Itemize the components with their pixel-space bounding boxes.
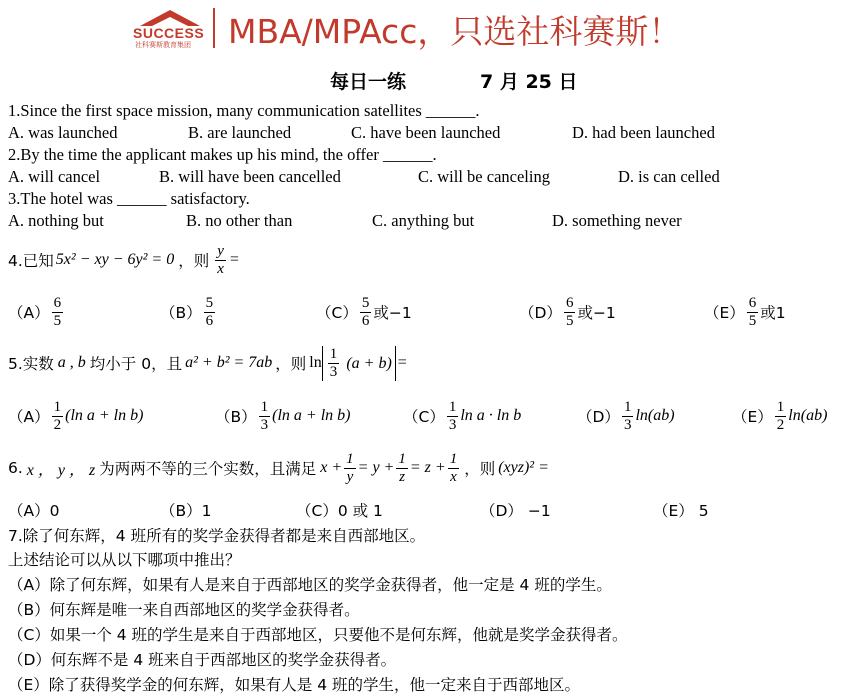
q6-option-b: （B）1	[160, 502, 212, 520]
option-tail: ln a · ln b	[460, 407, 522, 424]
option-frac-num: 1	[623, 398, 632, 415]
q6-mid: 为两两不等的三个实数，且满足	[99, 460, 317, 478]
option-label: （C）	[316, 304, 358, 322]
q6-then: ，则	[464, 460, 496, 478]
q1-option-d: D. had been launched	[572, 123, 715, 142]
logo-subtitle: 社科赛斯教育集团	[135, 41, 191, 49]
option-frac-den: 3	[448, 416, 457, 433]
q4-stem	[8, 238, 239, 282]
q5-frac-num: 1	[329, 345, 338, 362]
option-fraction	[564, 295, 576, 330]
option-label: （C）	[403, 408, 445, 426]
q6-frac-2	[396, 451, 408, 486]
page-title: 每日一练	[330, 71, 407, 93]
option-tail: (ln a + ln b)	[272, 407, 351, 424]
q4-frac-den: x	[217, 260, 224, 277]
q6-eq-part-3: = z +	[409, 459, 446, 476]
option-fraction	[775, 399, 787, 434]
option-fraction	[747, 295, 759, 330]
option-frac-num: 1	[776, 398, 785, 415]
q7-option-d: （D）何东辉不是 4 班来自于西部地区的奖学金获得者。	[8, 651, 397, 669]
option-tail: 或−1	[373, 304, 412, 322]
q7-option-b: （B）何东辉是唯一来自西部地区的奖学金获得者。	[8, 601, 360, 619]
header-divider	[213, 8, 215, 48]
q6-prefix: 6.	[8, 459, 23, 477]
option-fraction	[259, 399, 271, 434]
option-label: （A）	[8, 408, 50, 426]
q6-option-e: （E） 5	[653, 502, 709, 520]
q6-frac-3	[448, 451, 460, 486]
q3-stem: 3.The hotel was ______ satisfactory.	[8, 189, 250, 208]
q1-option-c: C. have been launched	[351, 123, 501, 142]
q6-expr: (xyz)² =	[498, 459, 549, 476]
q4-eq: =	[229, 251, 239, 268]
option-frac-den: 3	[260, 416, 269, 433]
q6-option-d: （D） −1	[480, 502, 551, 520]
option-fraction	[622, 399, 634, 434]
q6-eq-part-2: = y +	[357, 459, 395, 476]
q6-frac-3-den: x	[450, 468, 457, 485]
q5-option-d	[577, 394, 675, 438]
option-frac-num: 6	[748, 294, 757, 311]
q3-option-b: B. no other than	[186, 211, 293, 230]
option-frac-num: 6	[53, 294, 62, 311]
option-frac-den: 5	[565, 312, 574, 329]
q4-prefix: 4.已知	[8, 252, 54, 270]
option-fraction	[52, 295, 64, 330]
q4-option-d	[519, 290, 616, 334]
q5-stem	[8, 340, 407, 386]
q1-option-b: B. are launched	[188, 123, 292, 142]
option-frac-den: 6	[205, 312, 214, 329]
q4-then: ，则	[178, 252, 210, 270]
option-label: （E）	[704, 304, 745, 322]
q6-option-c: （C）0 或 1	[296, 502, 383, 520]
option-frac-den: 2	[53, 416, 62, 433]
q2-option-a: A. will cancel	[8, 167, 101, 186]
q5-inner: (a + b)	[346, 354, 392, 372]
q3-option-a: A. nothing but	[8, 211, 104, 230]
option-frac-num: 1	[260, 398, 269, 415]
q5-fraction	[328, 346, 340, 381]
q4-equation: 5x² − xy − 6y² = 0	[55, 251, 175, 268]
q5-ln: ln	[309, 354, 322, 371]
option-frac-num: 5	[205, 294, 214, 311]
q4-option-e	[704, 290, 786, 334]
slogan: MBA/MPAcc，只选社科赛斯！	[228, 12, 682, 51]
q6-frac-3-num: 1	[449, 450, 458, 467]
option-label: （A）	[8, 304, 50, 322]
option-tail: (ln a + ln b)	[65, 407, 144, 424]
q3-option-d: D. something never	[552, 211, 682, 230]
option-frac-den: 5	[748, 312, 757, 329]
option-frac-num: 6	[565, 294, 574, 311]
option-frac-num: 5	[361, 294, 370, 311]
q2-option-b: B. will have been cancelled	[159, 167, 341, 186]
option-tail: ln(ab)	[635, 407, 675, 424]
q5-prefix: 5.实数	[8, 355, 54, 373]
logo-text: SUCCESS	[133, 25, 205, 41]
q5-absolute-value	[322, 346, 396, 381]
q5-option-b	[215, 394, 350, 438]
option-frac-den: 5	[53, 312, 62, 329]
q5-option-a	[8, 394, 143, 438]
q4-option-c	[316, 290, 412, 334]
q5-option-c	[403, 394, 521, 438]
q6-stem	[8, 444, 549, 492]
q5-then: ，则	[275, 355, 307, 373]
q7-stem: 7.除了何东辉，4 班所有的奖学金获得者都是来自西部地区。	[8, 527, 426, 545]
q2-stem: 2.By the time the applicant makes up his mind, the offer ______.	[8, 145, 437, 164]
q5-vars: a , b	[57, 354, 86, 371]
q7-option-c: （C）如果一个 4 班的学生是来自于西部地区，只要他不是何东辉，他就是奖学金获得者。	[8, 626, 628, 644]
q3-option-c: C. anything but	[372, 211, 475, 230]
q6-frac-1-den: y	[346, 468, 354, 485]
q6-frac-2-den: z	[399, 468, 406, 485]
option-frac-num: 1	[53, 398, 62, 415]
q5-equation: a² + b² = 7ab	[185, 354, 273, 371]
q4-option-a	[8, 290, 65, 334]
option-frac-den: 6	[361, 312, 370, 329]
option-label: （B）	[215, 408, 257, 426]
q6-frac-1	[344, 451, 356, 486]
option-tail: 或−1	[577, 304, 616, 322]
q6-eq-part-1: x +	[320, 459, 343, 476]
option-fraction	[52, 399, 64, 434]
q6-frac-1-num: 1	[346, 450, 354, 467]
q4-frac-num: y	[217, 242, 224, 259]
q5-option-e	[732, 394, 827, 438]
q1-stem: 1.Since the first space mission, many communication satellites ______.	[8, 101, 480, 120]
option-frac-den: 2	[776, 416, 785, 433]
option-tail: 或1	[760, 304, 786, 322]
q7-option-a: （A）除了何东辉，如果有人是来自于西部地区的奖学金获得者，他一定是 4 班的学生。	[8, 576, 612, 594]
q7-option-e: （E）除了获得奖学金的何东辉，如果有人是 4 班的学生，他一定来自于西部地区。	[8, 676, 581, 694]
q5-frac-den: 3	[329, 363, 338, 380]
q7-question: 上述结论可以从以下哪项中推出？	[8, 551, 241, 569]
q2-option-c: C. will be canceling	[418, 167, 550, 186]
option-label: （B）	[160, 304, 202, 322]
option-fraction	[204, 295, 216, 330]
option-label: （E）	[732, 408, 773, 426]
q4-option-b	[160, 290, 217, 334]
option-fraction	[360, 295, 372, 330]
q6-vars: x ， y ， z	[26, 461, 96, 479]
q6-option-a: （A）0	[8, 502, 60, 520]
q6-frac-2-num: 1	[398, 450, 406, 467]
option-fraction	[447, 399, 459, 434]
option-tail: ln(ab)	[788, 407, 828, 424]
option-label: （D）	[577, 408, 620, 426]
option-frac-num: 1	[448, 398, 457, 415]
q4-fraction	[215, 243, 226, 278]
page-date: 7 月 25 日	[480, 71, 578, 93]
q2-option-d: D. is can celled	[618, 167, 720, 186]
q5-eq: =	[397, 354, 407, 371]
q1-option-a: A. was launched	[8, 123, 118, 142]
option-label: （D）	[519, 304, 562, 322]
option-frac-den: 3	[623, 416, 632, 433]
q5-mid: 均小于 0，且	[89, 355, 183, 373]
